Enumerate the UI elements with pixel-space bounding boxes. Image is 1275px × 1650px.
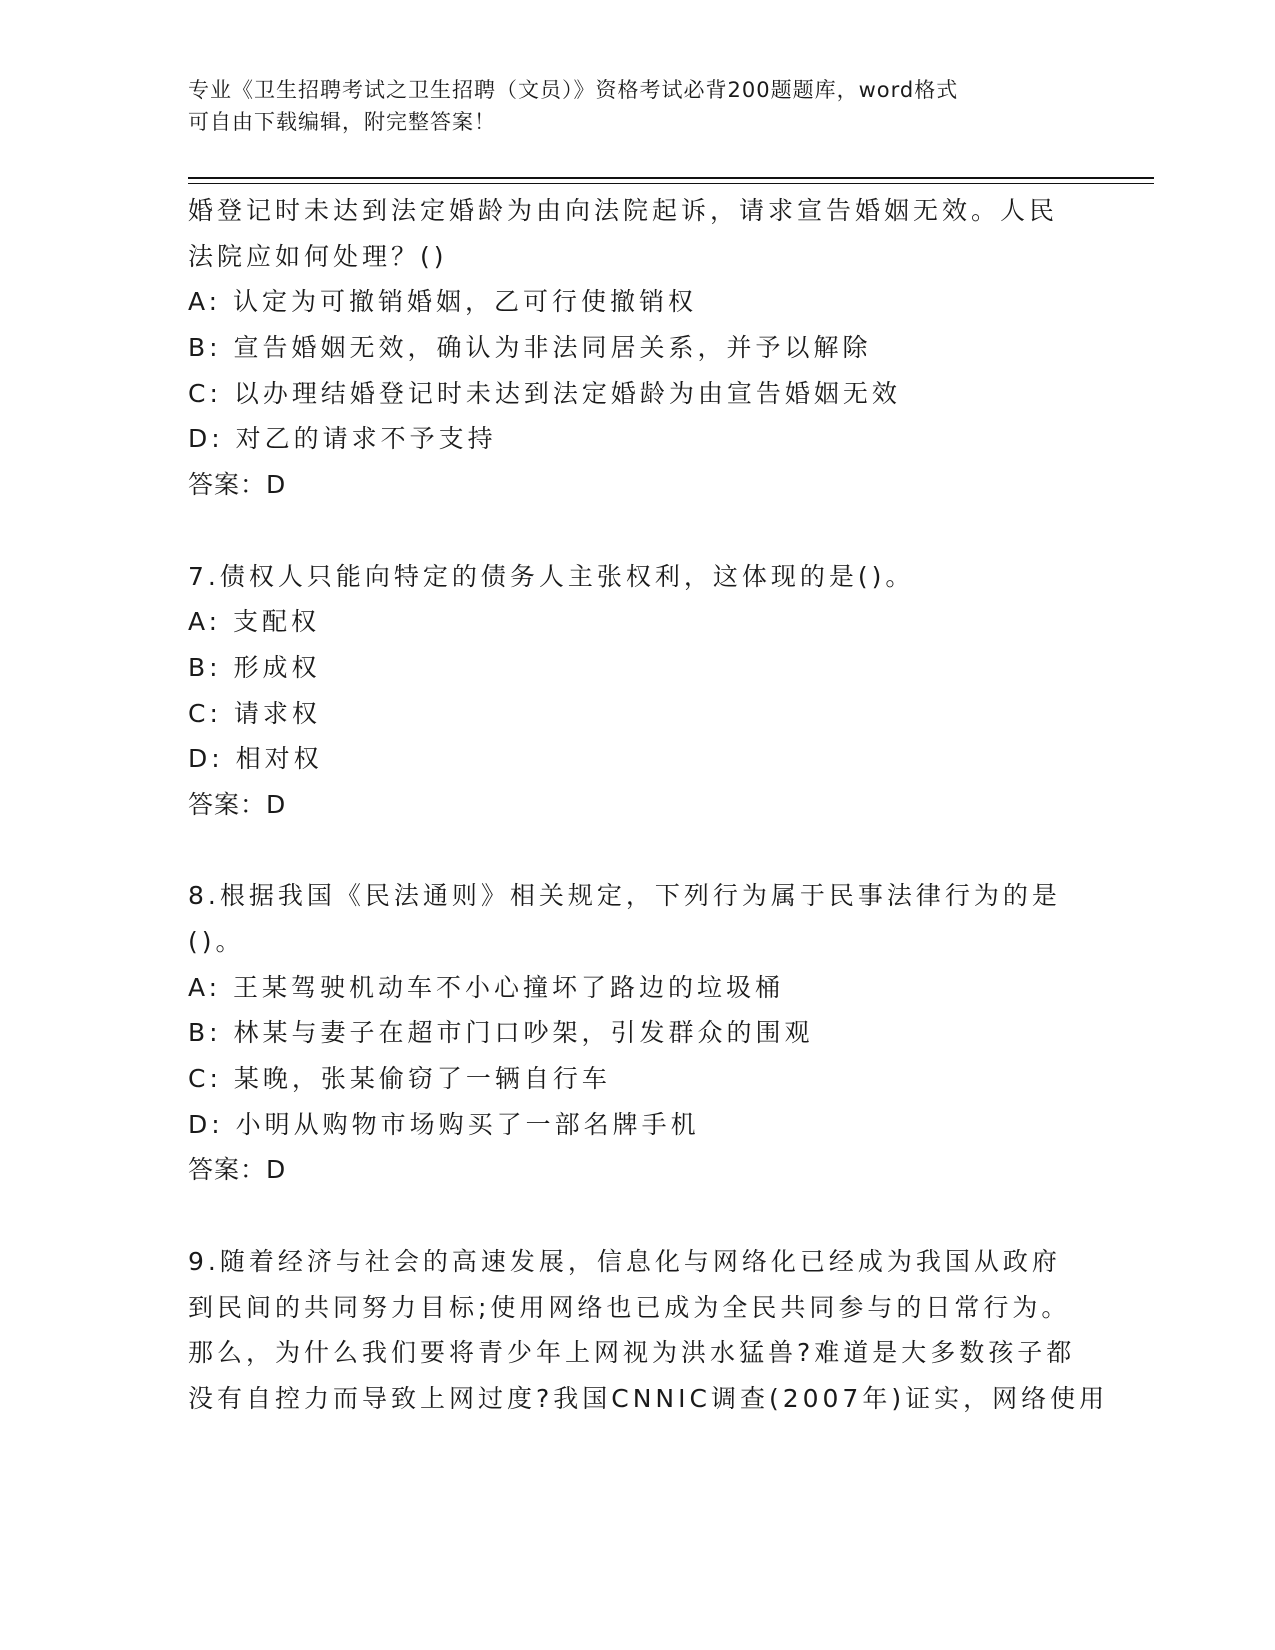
option-d: D: 相对权: [188, 744, 323, 774]
header-line-1: 专业《卫生招聘考试之卫生招聘（文员）》资格考试必背200题题库，word格式: [188, 78, 959, 102]
answer-line: 答案：D: [188, 470, 287, 500]
question-text-line: 法院应如何处理？(): [188, 241, 448, 271]
question-block: [188, 873, 1128, 1193]
question-text-line: 9.随着经济与社会的高速发展，信息化与网络化已经成为我国从政府: [188, 1246, 1061, 1276]
block-spacer: [188, 1193, 1128, 1239]
option-b: B: 宣告婚姻无效，确认为非法同居关系，并予以解除: [188, 333, 872, 363]
answer-line: 答案：D: [188, 1155, 287, 1185]
block-spacer: [188, 508, 1128, 554]
option-c: C: 以办理结婚登记时未达到法定婚龄为由宣告婚姻无效: [188, 378, 901, 408]
option-c: C: 请求权: [188, 698, 321, 728]
question-text-line: 婚登记时未达到法定婚龄为由向法院起诉，请求宣告婚姻无效。人民: [188, 196, 1059, 225]
option-b: B: 形成权: [188, 652, 321, 682]
question-content: [188, 188, 1128, 1422]
question-text-line: 7.债权人只能向特定的债务人主张权利，这体现的是()。: [188, 561, 915, 591]
option-c: C: 某晚，张某偷窃了一辆自行车: [188, 1064, 611, 1094]
question-text-line: 没有自控力而导致上网过度?我国CNNIC调查(2007年)证实，网络使用: [188, 1383, 1109, 1413]
question-block: [188, 554, 1128, 828]
document-header: [188, 74, 1088, 138]
question-block: [188, 1239, 1128, 1422]
option-a: A: 认定为可撤销婚姻，乙可行使撤销权: [188, 287, 698, 317]
option-a: A: 王某驾驶机动车不小心撞坏了路边的垃圾桶: [188, 972, 785, 1002]
answer-line: 答案：D: [188, 789, 287, 819]
option-d: D: 对乙的请求不予支持: [188, 424, 497, 454]
question-text-line: 到民间的共同努力目标;使用网络也已成为全民共同参与的日常行为。: [188, 1292, 1071, 1322]
header-line-2: 可自由下载编辑，附完整答案！: [188, 110, 496, 134]
header-divider-thick: [188, 177, 1154, 179]
block-spacer: [188, 828, 1128, 874]
option-a: A: 支配权: [188, 607, 321, 637]
header-divider-thin: [188, 183, 1154, 184]
option-b: B: 林某与妻子在超市门口吵架，引发群众的围观: [188, 1018, 814, 1048]
option-d: D: 小明从购物市场购买了一部名牌手机: [188, 1109, 700, 1139]
question-text-line: ()。: [188, 927, 245, 956]
question-text-line: 那么，为什么我们要将青少年上网视为洪水猛兽?难道是大多数孩子都: [188, 1338, 1076, 1368]
question-text-line: 8.根据我国《民法通则》相关规定，下列行为属于民事法律行为的是: [188, 881, 1061, 911]
question-block: [188, 188, 1128, 508]
